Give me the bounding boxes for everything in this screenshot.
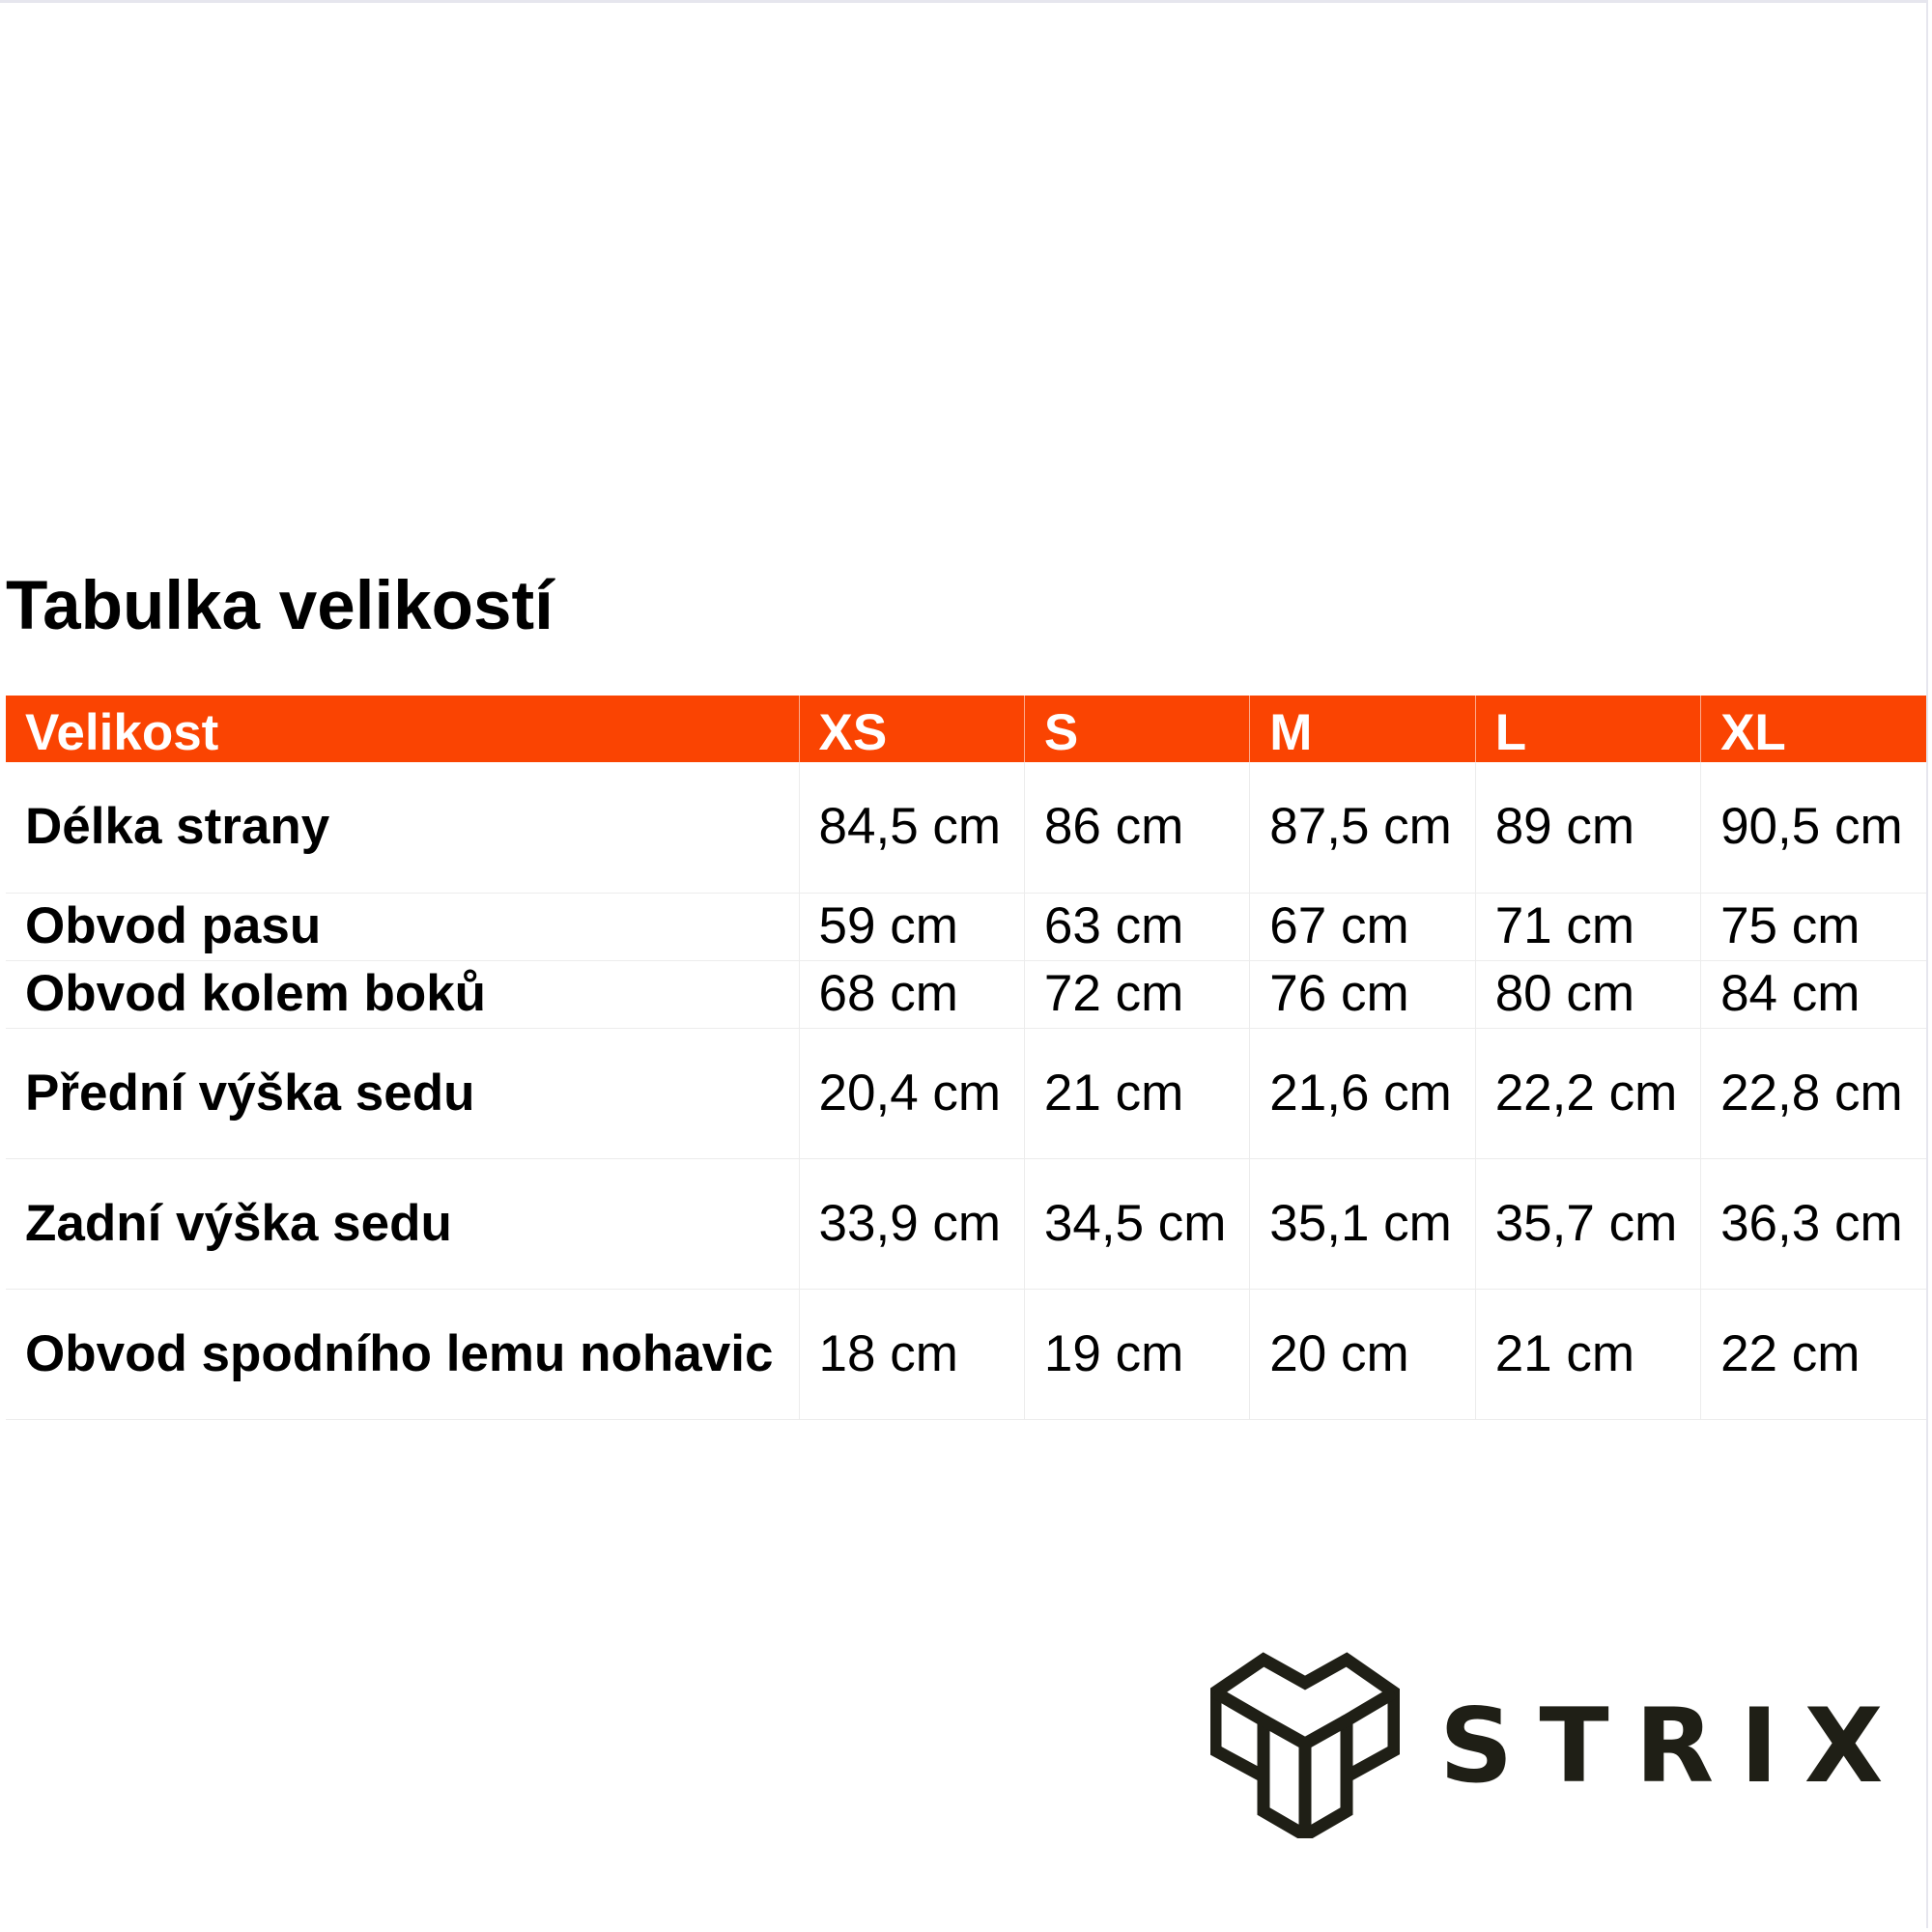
table-cell: 68 cm [799, 960, 1024, 1028]
row-label: Obvod kolem boků [6, 960, 799, 1028]
table-cell: 67 cm [1250, 893, 1475, 960]
table-cell: 35,7 cm [1475, 1158, 1700, 1289]
row-label: Obvod pasu [6, 893, 799, 960]
header-cell-size-label: Velikost [6, 696, 799, 762]
strix-logo-icon [1210, 1649, 1400, 1838]
table-cell: 89 cm [1475, 762, 1700, 893]
table-cell: 21,6 cm [1250, 1028, 1475, 1158]
header-cell-xl: XL [1701, 696, 1926, 762]
table-cell: 20 cm [1250, 1289, 1475, 1419]
row-label: Zadní výška sedu [6, 1158, 799, 1289]
table-cell: 86 cm [1024, 762, 1249, 893]
row-label: Obvod spodního lemu nohavic [6, 1289, 799, 1419]
table-row [6, 1028, 1926, 1158]
header-cell-s: S [1024, 696, 1249, 762]
table-cell: 80 cm [1475, 960, 1700, 1028]
table-cell: 22,8 cm [1701, 1028, 1926, 1158]
table-cell: 34,5 cm [1024, 1158, 1249, 1289]
table-cell: 18 cm [799, 1289, 1024, 1419]
row-label: Přední výška sedu [6, 1028, 799, 1158]
table-header-row [6, 696, 1926, 762]
table-cell: 33,9 cm [799, 1158, 1024, 1289]
strix-logo [1210, 1649, 1910, 1842]
table-cell: 36,3 cm [1701, 1158, 1926, 1289]
table-cell: 90,5 cm [1701, 762, 1926, 893]
table-cell: 21 cm [1024, 1028, 1249, 1158]
table-cell: 71 cm [1475, 893, 1700, 960]
table-cell: 20,4 cm [799, 1028, 1024, 1158]
page-title: Tabulka velikostí [6, 567, 554, 644]
size-table [6, 696, 1926, 1420]
table-cell: 22,2 cm [1475, 1028, 1700, 1158]
table-cell: 19 cm [1024, 1289, 1249, 1419]
table-cell: 35,1 cm [1250, 1158, 1475, 1289]
table-row [6, 1289, 1926, 1419]
row-label: Délka strany [6, 762, 799, 893]
table-row [6, 1158, 1926, 1289]
table-cell: 76 cm [1250, 960, 1475, 1028]
table-cell: 87,5 cm [1250, 762, 1475, 893]
strix-wordmark: STRIX [1439, 1687, 1910, 1805]
header-cell-m: M [1250, 696, 1475, 762]
table-cell: 63 cm [1024, 893, 1249, 960]
table-row [6, 893, 1926, 960]
header-cell-l: L [1475, 696, 1700, 762]
table-cell: 84,5 cm [799, 762, 1024, 893]
table-cell: 84 cm [1701, 960, 1926, 1028]
table-cell: 21 cm [1475, 1289, 1700, 1419]
table-row [6, 762, 1926, 893]
table-cell: 22 cm [1701, 1289, 1926, 1419]
header-cell-xs: XS [799, 696, 1024, 762]
table-row [6, 960, 1926, 1028]
table-cell: 59 cm [799, 893, 1024, 960]
table-cell: 72 cm [1024, 960, 1249, 1028]
table-cell: 75 cm [1701, 893, 1926, 960]
